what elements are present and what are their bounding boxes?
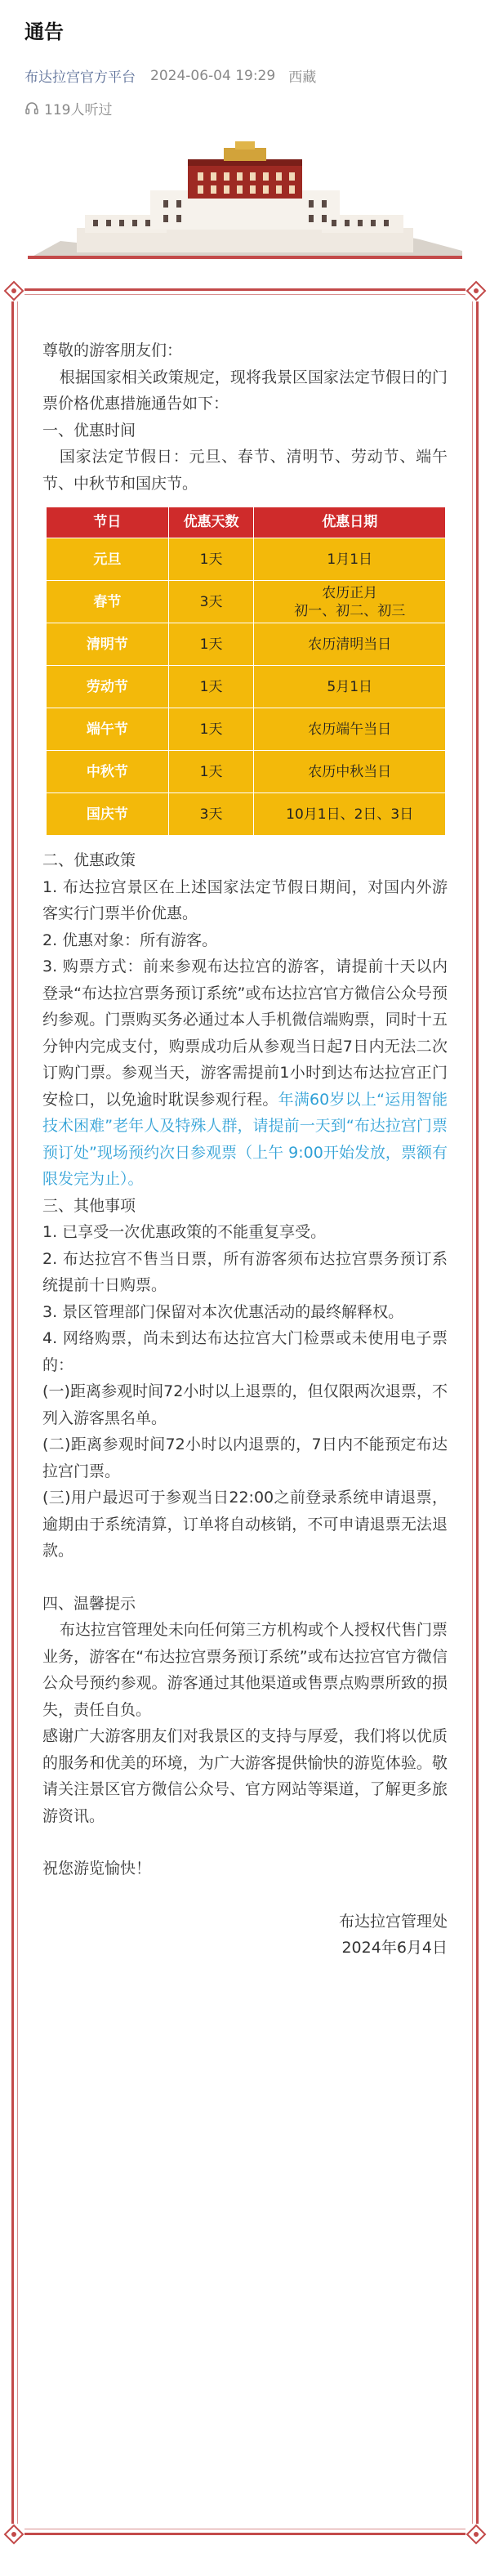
greeting: 尊敬的游客朋友们：: [42, 342, 183, 359]
table-row: [47, 623, 446, 666]
publish-location: 西藏: [288, 69, 317, 86]
notice-content: [42, 337, 448, 1962]
signature: 布达拉宫管理处: [338, 1912, 448, 1931]
holiday-cell: 国庆节: [47, 793, 169, 836]
table-header-row: [47, 507, 446, 538]
date-cell: [254, 581, 446, 623]
holiday-cell: 清明节: [47, 623, 169, 666]
account-name-link[interactable]: 布达拉宫官方平台: [24, 69, 136, 86]
article-title: 通告: [24, 20, 64, 43]
table-row: [47, 793, 446, 836]
table-header-cell: 节日: [47, 507, 169, 538]
table-row: [47, 708, 446, 751]
headphones-icon: [24, 100, 39, 115]
section-3-title: 三、其他事项: [42, 1196, 136, 1215]
table-header-cell: 优惠天数: [168, 507, 254, 538]
date-cell: 农历清明当日: [254, 623, 446, 666]
section-2-title: 二、优惠政策: [42, 851, 136, 869]
frame-corner-ornament-icon: [3, 280, 24, 301]
date-cell: 1月1日: [254, 538, 446, 581]
table-row: [47, 666, 446, 708]
section-4-title: 四、温馨提示: [42, 1594, 136, 1613]
date-cell: 农历中秋当日: [254, 751, 446, 793]
notice-poster: [0, 136, 490, 2563]
days-cell: 3天: [168, 793, 254, 836]
holiday-discount-table: [46, 507, 446, 836]
listen-count: 119人听过: [44, 101, 113, 118]
date-cell: 农历端午当日: [254, 708, 446, 751]
refund-rule-1: (一)距离参观时间72小时以上退票的，但仅限两次退票，不列入游客黑名单。: [42, 1382, 448, 1427]
table-row: [47, 581, 446, 623]
frame-corner-ornament-icon: [466, 280, 487, 301]
refund-rule-3: (三)用户最迟可于参观当日22:00之前登录系统申请退票，逾期由于系统清算，订单将自动核销，不可申请退票无法退款。: [42, 1489, 448, 1560]
days-cell: 1天: [168, 751, 254, 793]
table-header-cell: 优惠日期: [254, 507, 446, 538]
holiday-cell: 端午节: [47, 708, 169, 751]
other-item-2: 2. 布达拉宫不售当日票，所有游客须布达拉宫票务预订系统提前十日购票。: [42, 1249, 448, 1294]
date-cell: 5月1日: [254, 666, 446, 708]
holiday-cell: 春节: [47, 581, 169, 623]
policy-item-1: 1. 布达拉宫景区在上述国家法定节假日期间，对国内外游客实行门票半价优惠。: [42, 877, 448, 922]
section-1-text: 国家法定节假日：元旦、春节、清明节、劳动节、端午节、中秋节和国庆节。: [42, 448, 448, 493]
days-cell: 1天: [168, 708, 254, 751]
date-cell: 10月1日、2日、3日: [254, 793, 446, 836]
days-cell: 1天: [168, 666, 254, 708]
purchase-method-text: 3. 购票方式：前来参观布达拉宫的游客，请提前十天以内登录“布达拉宫票务预订系统”或布达拉宫官方微信公众号预约参观。门票购买务必通过本人手机微信端购票，同时十五分钟内完成支付，购票成功后从参观当日起7日内无法二次订购门票。参观当天，游客需提前1小时到达布达拉宫正门安检口，以免逾时耽误参观行程。: [42, 958, 448, 1109]
holiday-cell: 中秋节: [47, 751, 169, 793]
holiday-cell: 劳动节: [47, 666, 169, 708]
policy-item-2: 2. 优惠对象：所有游客。: [42, 931, 218, 949]
tips-paragraph-1: 布达拉宫管理处未向任何第三方机构或个人授权代售门票业务，游客在“布达拉宫票务预订系统”或布达拉宫官方微信公众号预约参观。游客通过其他渠道或售票点购票所致的损失，责任自负。: [42, 1621, 448, 1719]
days-cell: 1天: [168, 538, 254, 581]
table-row: [47, 538, 446, 581]
days-cell: 1天: [168, 623, 254, 666]
publish-date: 2024-06-04 19:29: [150, 67, 276, 84]
date-line: 初一、初二、初三: [294, 602, 406, 619]
policy-item-3: [42, 953, 448, 1193]
listen-count-row[interactable]: [24, 97, 466, 118]
elderly-notice-text: 年满60岁以上“运用智能技术困难”老年人及特殊人群，请提前一天到“布达拉宫门票预订处”现场预约次日参观票（上午 9:00开始发放，票额有限发完为止）。: [42, 1090, 448, 1188]
days-cell: 3天: [168, 581, 254, 623]
table-row: [47, 751, 446, 793]
date-line: 农历正月: [322, 584, 378, 601]
signature-date: 2024年6月4日: [341, 1939, 448, 1957]
holiday-cell: 元旦: [47, 538, 169, 581]
intro-paragraph: 根据国家相关政策规定，现将我景区国家法定节假日的门票价格优惠措施通告如下：: [42, 368, 448, 413]
section-1-title: 一、优惠时间: [42, 421, 136, 440]
potala-palace-illustration: [28, 136, 462, 259]
other-item-1: 1. 已享受一次优惠政策的不能重复享受。: [42, 1223, 327, 1241]
article-header: [0, 0, 490, 118]
tips-paragraph-2: 感谢广大游客朋友们对我景区的支持与厚爱，我们将以优质的服务和优美的环境，为广大游客提供愉快的游览体验。敬请关注景区官方微信公众号、官方网站等渠道，了解更多旅游资讯。: [42, 1727, 448, 1825]
frame-corner-ornament-icon: [466, 2524, 487, 2545]
refund-rule-2: (二)距离参观时间72小时以内退票的，7日内不能预定布达拉宫门票。: [42, 1435, 448, 1480]
other-item-4: 4. 网络购票，尚未到达布达拉宫大门检票或未使用电子票的：: [42, 1329, 448, 1374]
other-item-3: 3. 景区管理部门保留对本次优惠活动的最终解释权。: [42, 1302, 404, 1321]
article-meta: [24, 65, 466, 86]
frame-corner-ornament-icon: [3, 2524, 24, 2545]
closing-wish: 祝您游览愉快！: [42, 1859, 152, 1877]
